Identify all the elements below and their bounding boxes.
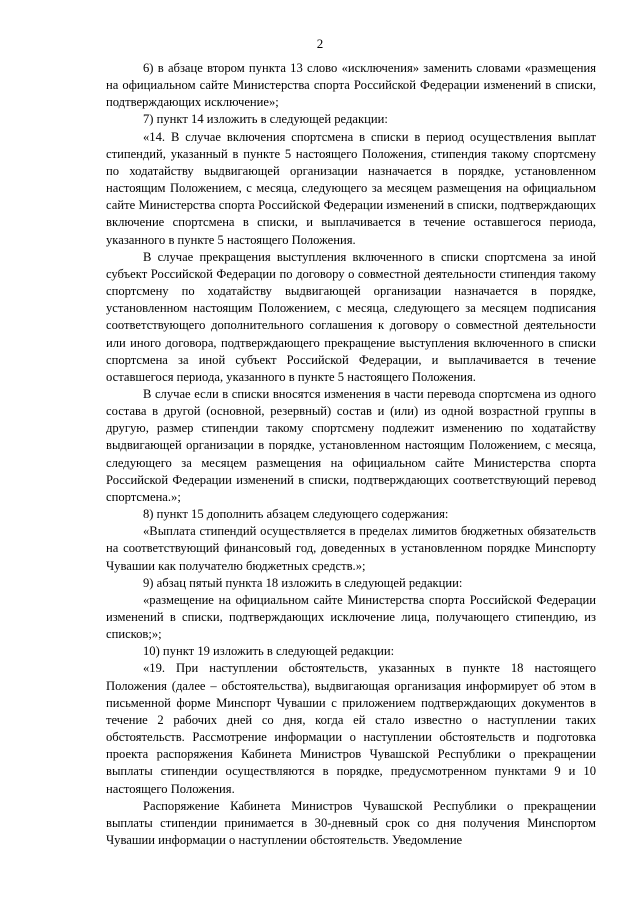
paragraph: «Выплата стипендий осуществляется в пределах лимитов бюджетных обязательств на соответствующий финансовый год, доведенных в установленном порядке Минспорту Чувашии как получателю бюджетных средств.»; bbox=[106, 524, 596, 573]
paragraph: В случае прекращения выступления включенного в списки спортсмена за иной субъект Российской Федерации по договору о совместной деятельности стипендия такому спортсмену по ходатайству выдвигающей организации назначается в порядке, установленном настоящим Положением, с месяца, следующего за месяцем подписания соответствующего дополнительного соглашения к договору о совместной деятельности или иного договора, подтверждающего прекращение выступления включенного в списки спортсмена за иной субъект Российской Федерации, и выплачивается в течение оставшегося периода, указанного в пункте 5 настоящего Положения. bbox=[106, 249, 596, 384]
paragraph: 10) пункт 19 изложить в следующей редакции: bbox=[143, 644, 395, 659]
paragraph: Распоряжение Кабинета Министров Чувашской Республики о прекращении выплаты стипендии принимается в 30-дневный срок со дня получения Минспортом Чувашии информации о наступлении обстоятельств. Уведомление bbox=[106, 798, 596, 848]
paragraph: «19. При наступлении обстоятельств, указанных в пункте 18 настоящего Положения (далее – обстоятельства), выдвигающая организация информирует об этом в письменной форме Минспорт Чувашии с приложением подтверждающих документов в течение 2 рабочих дней со дня, когда ей стало известно о наступлении таких обстоятельств. Рассмотрение информации о наступлении обстоятельств и подготовка проекта распоряжения Кабинета Министров Чувашской Республики о прекращении выплаты стипендии осуществляются в порядке, предусмотренном пунктами 9 и 10 настоящего Положения. bbox=[106, 661, 596, 796]
paragraph: 7) пункт 14 изложить в следующей редакции: bbox=[143, 112, 388, 127]
paragraph: 6) в абзаце втором пункта 13 слово «исключения» заменить словами «размещения на официальном сайте Министерства спорта Российской Федерации изменений в списки, подтверждающих исключение»; bbox=[106, 61, 596, 110]
page-number: 2 bbox=[316, 36, 324, 51]
paragraph: В случае если в списки вносятся изменения в части перевода спортсмена из одного состава в другой (основной, резервный) состав и (или) из одной возрастной группы в другую, размер стипендии такому спортсмену подлежит изменению по ходатайству выдвигающей организации в порядке, установленном настоящим Положением, с месяца, следующего за месяцем размещения на официальном сайте Министерства спорта Российской Федерации изменений в списки, подтверждающих соответствующий перевод спортсмена.»; bbox=[106, 386, 596, 504]
paragraph: «14. В случае включения спортсмена в списки в период осуществления выплат стипендий, указанный в пункте 5 настоящего Положения, стипендия такому спортсмену по ходатайству выдвигающей организации назначается в порядке, установленном настоящим Положением, с месяца, следующего за месяцем размещения на официальном сайте Министерства спорта Российской Федерации изменений в списки, подтверждающих включение спортсмена в списки, и выплачивается в течение оставшегося периода, указанного в пункте 5 настоящего Положения. bbox=[106, 129, 596, 247]
paragraph: 9) абзац пятый пункта 18 изложить в следующей редакции: bbox=[143, 575, 463, 590]
paragraph: 8) пункт 15 дополнить абзацем следующего содержания: bbox=[143, 507, 449, 522]
document-body bbox=[106, 60, 596, 849]
paragraph: «размещение на официальном сайте Министерства спорта Российской Федерации изменений в списки, подтверждающих исключение лица, получающего стипендию, из списков;»; bbox=[106, 592, 596, 642]
